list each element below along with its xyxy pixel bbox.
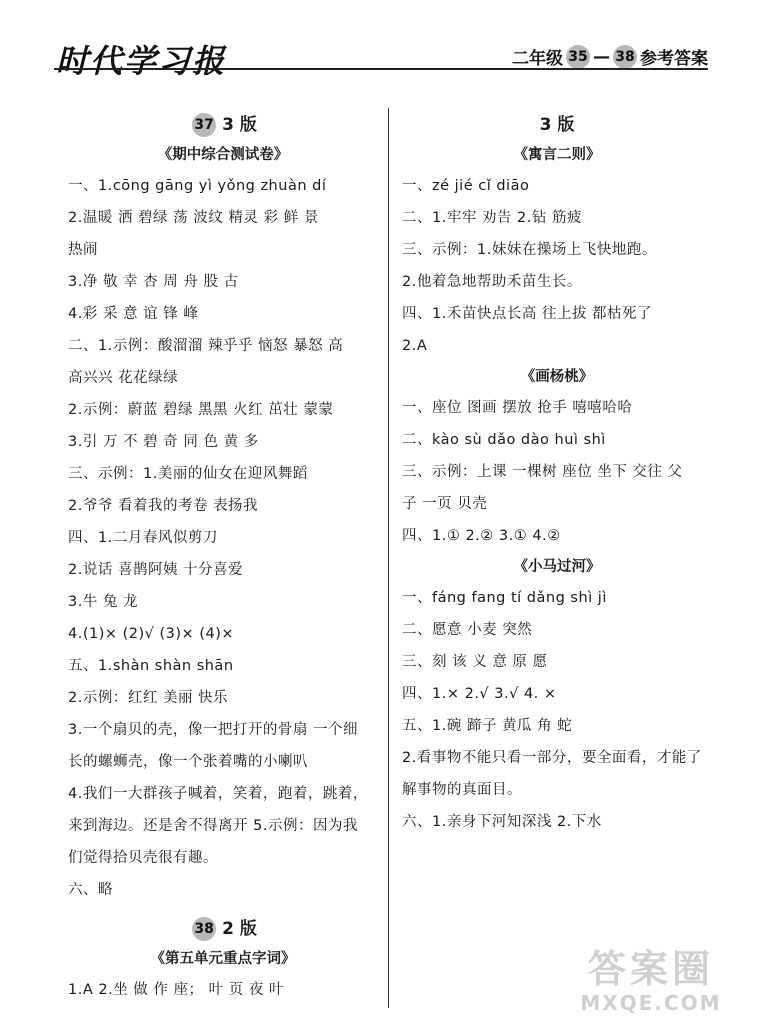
section-subtitle: 《期中综合测试卷》 <box>157 147 289 163</box>
answer-line: 五、1.碗 蹄子 黄瓜 角 蛇 <box>402 718 573 734</box>
answer-line: 二、愿意 小麦 突然 <box>402 622 533 638</box>
answer-line: 四、1.二月春风似剪刀 <box>68 530 218 546</box>
answer-line: 4.(1)× (2)√ (3)× (4)× <box>68 626 235 642</box>
answer-list <box>402 170 712 362</box>
issue-badge: 38 <box>192 917 216 941</box>
answer-line: 2.看事物不能只看一部分，要全面看，才能了 <box>402 750 702 766</box>
answer-line: 子 一页 贝壳 <box>402 496 488 512</box>
issue-badge: 37 <box>192 113 216 137</box>
answer-line: 六、1.亲身下河知深浅 2.下水 <box>402 814 602 830</box>
answer-line: 2.说话 喜鹊阿姨 十分喜爱 <box>68 562 244 578</box>
answer-line: 一、座位 图画 摆放 抢手 嘻嘻哈哈 <box>402 400 633 416</box>
answer-line: 3.牛 兔 龙 <box>68 594 139 610</box>
column-divider <box>388 108 389 1008</box>
answer-key-label: 参考答案 <box>640 49 708 69</box>
watermark-logo <box>562 947 740 1025</box>
answer-line: 六、略 <box>68 882 113 898</box>
section-subtitle: 《寓言二则》 <box>513 147 601 163</box>
watermark-url: MXQE.COM <box>580 991 722 1015</box>
page-version: 3 版 <box>222 115 257 135</box>
issue-start-badge: 35 <box>566 45 590 69</box>
answer-line: 长的螺蛳壳，像一个张着嘴的小喇叭 <box>68 754 308 770</box>
issue-dash: — <box>593 46 610 67</box>
answer-line: 4.彩 采 意 谊 锋 峰 <box>68 306 199 322</box>
answer-line: 三、示例：1.妹妹在操场上飞快地跑。 <box>402 242 657 258</box>
answer-line: 1.A 2.坐 做 作 座； 叶 页 夜 叶 <box>68 982 284 998</box>
answer-line: 热闹 <box>68 242 98 258</box>
answer-line: 解事物的真面目。 <box>402 782 522 798</box>
section-heading <box>402 110 712 140</box>
section-subtitle: 《画杨桃》 <box>520 369 594 385</box>
answer-line: 高兴兴 花花绿绿 <box>68 370 179 386</box>
header-rule <box>54 68 708 70</box>
section-heading <box>68 110 378 140</box>
watermark-text: 答案圈 <box>587 947 714 991</box>
answer-line: 一、zé jié cǐ diāo <box>402 178 530 194</box>
answer-line: 四、1.① 2.② 3.① 4.② <box>402 528 561 544</box>
section-subtitle: 《小马过河》 <box>513 559 601 575</box>
answer-line: 五、1.shàn shàn shān <box>68 658 234 674</box>
left-column <box>68 110 378 1006</box>
right-column <box>402 110 712 838</box>
newspaper-logo: 时代学习报 <box>56 42 227 80</box>
answer-line: 来到海边。还是舍不得离开 5.示例：因为我 <box>68 818 358 834</box>
grade-label: 二年级 <box>512 49 563 69</box>
answer-line: 们觉得拾贝壳很有趣。 <box>68 850 218 866</box>
page-version: 3 版 <box>539 115 575 135</box>
answer-line: 4.我们一大群孩子喊着，笑着，跑着，跳着， <box>68 786 368 802</box>
answer-line: 四、1.× 2.√ 3.√ 4. × <box>402 686 557 702</box>
answer-line: 二、1.示例：酸溜溜 辣乎乎 恼怒 暴怒 高 <box>68 338 344 354</box>
section-subtitle: 《第五单元重点字词》 <box>150 951 296 967</box>
section-heading <box>68 914 378 944</box>
issue-end-badge: 38 <box>613 45 637 69</box>
answer-line: 三、示例：上课 一棵树 座位 坐下 交往 父 <box>402 464 683 480</box>
answer-line: 2.示例：红红 美丽 快乐 <box>68 690 229 706</box>
answer-line: 2.温暖 洒 碧绿 荡 波纹 精灵 彩 鲜 景 <box>68 210 319 226</box>
answer-line: 2.A <box>402 338 428 354</box>
answer-line: 四、1.禾苗快点长高 往上拔 都枯死了 <box>402 306 653 322</box>
answer-line: 2.示例：蔚蓝 碧绿 黑黑 火红 茁壮 蒙蒙 <box>68 402 334 418</box>
answer-line: 二、1.牢牢 劝告 2.钻 筋疲 <box>402 210 582 226</box>
answer-line: 3.引 万 不 碧 奇 同 色 黄 多 <box>68 434 259 450</box>
page-header <box>0 0 760 80</box>
answer-list <box>402 392 712 552</box>
header-issue-info <box>512 44 708 69</box>
answer-line: 二、kào sù dǎo dào huì shì <box>402 432 606 448</box>
right-answer-blocks <box>402 140 712 838</box>
answer-line: 3.一个扇贝的壳，像一把打开的骨扇 一个细 <box>68 722 358 738</box>
page-version: 2 版 <box>222 919 257 939</box>
answer-line: 3.净 敬 幸 杏 周 舟 股 古 <box>68 274 239 290</box>
answer-line: 一、1.cōng gāng yì yǒng zhuàn dí <box>68 178 327 194</box>
answer-list <box>402 582 712 838</box>
answer-list <box>68 170 378 906</box>
answer-line: 三、刻 该 义 意 原 愿 <box>402 654 548 670</box>
answer-list <box>68 974 378 1006</box>
answer-line: 一、fáng fang tí dǎng shì jì <box>402 590 607 606</box>
answer-line: 2.爷爷 看着我的考卷 表扬我 <box>68 498 259 514</box>
answer-line: 三、示例：1.美丽的仙女在迎风舞蹈 <box>68 466 308 482</box>
answer-line: 2.他着急地帮助禾苗生长。 <box>402 274 582 290</box>
